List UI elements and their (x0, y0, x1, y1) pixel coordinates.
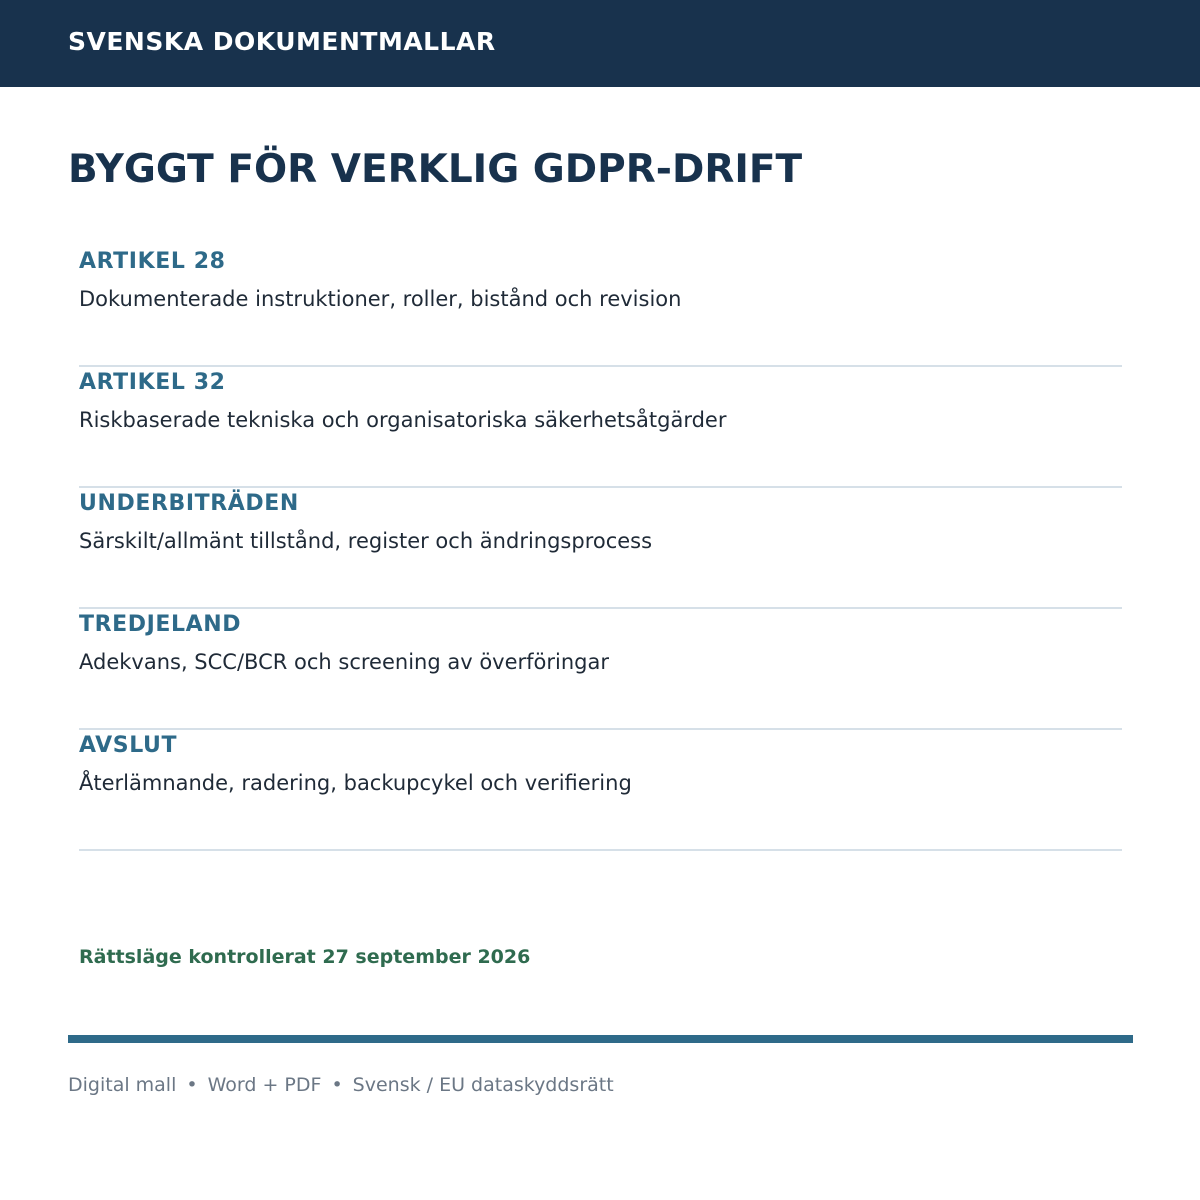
feature-item-artikel-32 (79, 367, 1122, 488)
feature-heading: ARTIKEL 28 (79, 249, 226, 274)
footer-separator: • (186, 1074, 198, 1096)
brand-name: SVENSKA DOKUMENTMALLAR (68, 27, 496, 56)
feature-description: Särskilt/allmänt tillstånd, register och ändringsprocess (79, 529, 653, 553)
feature-heading: UNDERBITRÄDEN (79, 491, 299, 516)
feature-list (79, 246, 1122, 851)
page-title: BYGGT FÖR VERKLIG GDPR-DRIFT (68, 147, 803, 192)
feature-heading: ARTIKEL 32 (79, 370, 226, 395)
feature-item-underbitraden (79, 488, 1122, 609)
feature-heading: AVSLUT (79, 733, 178, 758)
accent-divider (68, 1035, 1133, 1043)
feature-item-tredjeland (79, 609, 1122, 730)
legal-status-note: Rättsläge kontrollerat 27 september 2026 (79, 946, 531, 968)
top-header-bar (0, 0, 1200, 87)
feature-description: Adekvans, SCC/BCR och screening av överföringar (79, 650, 609, 674)
feature-item-avslut (79, 730, 1122, 851)
footer-item-files: Word + PDF (207, 1074, 322, 1096)
footer-meta (68, 1073, 614, 1097)
feature-description: Riskbaserade tekniska och organisatoriska säkerhetsåtgärder (79, 408, 727, 432)
footer-item-format: Digital mall (68, 1074, 177, 1096)
feature-item-artikel-28 (79, 246, 1122, 367)
feature-heading: TREDJELAND (79, 612, 242, 637)
feature-description: Återlämnande, radering, backupcykel och verifiering (79, 771, 632, 795)
footer-item-law: Svensk / EU dataskyddsrätt (352, 1074, 614, 1096)
footer-separator: • (331, 1074, 343, 1096)
feature-description: Dokumenterade instruktioner, roller, bistånd och revision (79, 287, 682, 311)
